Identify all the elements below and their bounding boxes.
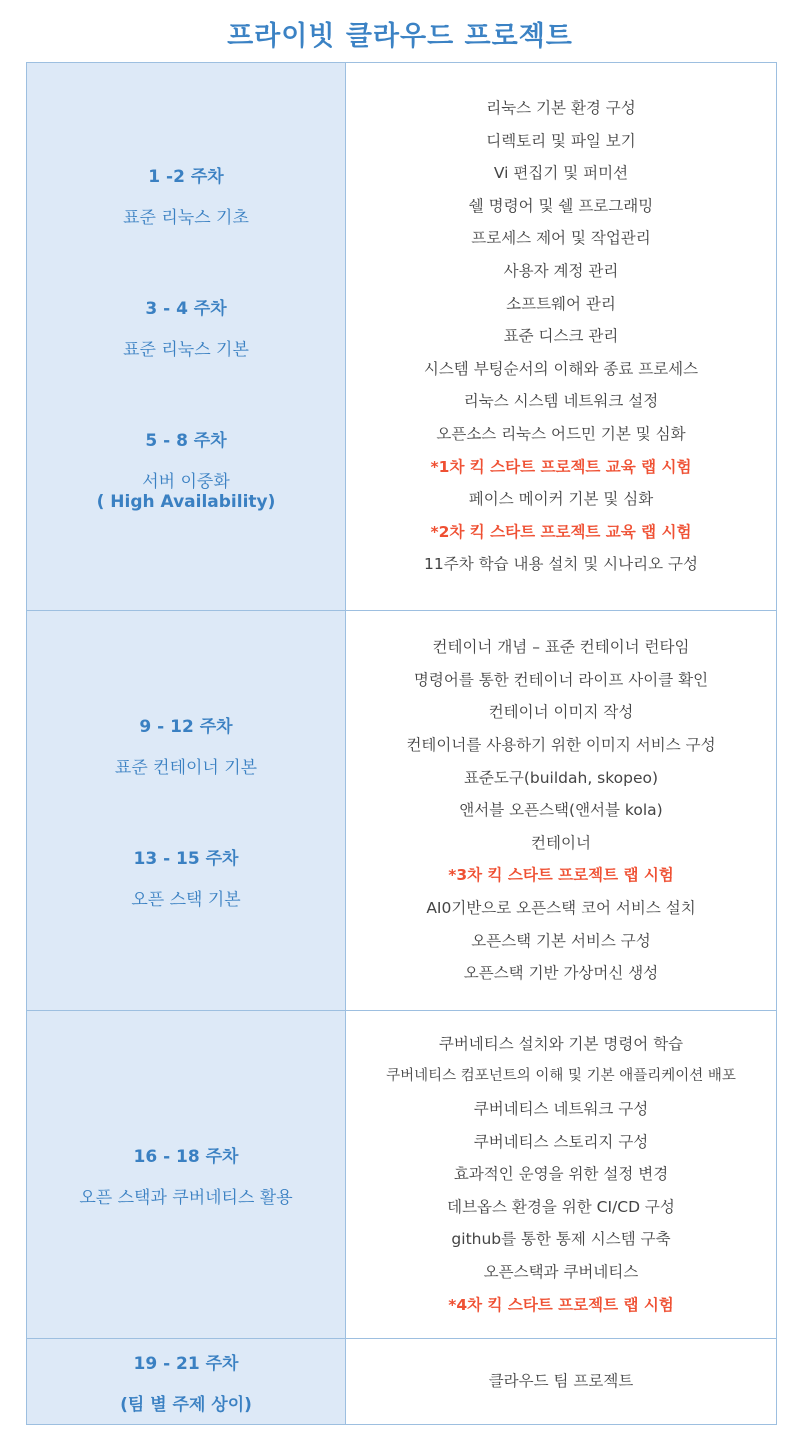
list-item: 데브옵스 환경을 위한 CI/CD 구성 xyxy=(447,1197,675,1216)
course-title: 오픈 스택과 쿠버네티스 활용 xyxy=(79,1187,293,1208)
list-item: 쿠버네티스 설치와 기본 명령어 학습 xyxy=(438,1034,684,1053)
list-item: 소프트웨어 관리 xyxy=(506,294,616,313)
course-title: 표준 컨테이너 기본 xyxy=(114,757,258,778)
list-item: 리눅스 기본 환경 구성 xyxy=(486,99,636,118)
week-label: 5 - 8 주차 xyxy=(145,430,227,451)
list-item: AI0기반으로 오픈스택 코어 서비스 설치 xyxy=(426,898,696,917)
course-title: 서버 이중화 xyxy=(142,471,230,492)
list-item: 쿠버네티스 스토리지 구성 xyxy=(473,1132,649,1151)
course-title: (팀 별 주제 상이) xyxy=(120,1394,252,1415)
course-title: 표준 리눅스 기본 xyxy=(123,339,249,360)
list-item: 명령어를 통한 컨테이너 라이프 사이클 확인 xyxy=(413,670,709,689)
list-item: 컨테이너 xyxy=(531,833,591,852)
list-item: 컨테이너 이미지 작성 xyxy=(488,703,634,722)
week-label: 16 - 18 주차 xyxy=(133,1146,239,1167)
week-label: 9 - 12 주차 xyxy=(139,716,233,737)
weeks-cell xyxy=(27,1011,346,1339)
table-row xyxy=(27,1011,777,1339)
list-item: 사용자 계정 관리 xyxy=(503,262,619,281)
list-item: 오픈소스 리눅스 어드민 기본 및 심화 xyxy=(436,424,686,443)
topics-cell xyxy=(346,1011,777,1339)
list-item: 시스템 부팅순서의 이해와 종료 프로세스 xyxy=(423,359,699,378)
list-item: 쿠버네티스 네트워크 구성 xyxy=(473,1100,649,1119)
week-label: 19 - 21 주차 xyxy=(133,1353,239,1374)
list-item: 오픈스택 기본 서비스 구성 xyxy=(471,931,651,950)
list-item: 표준 디스크 관리 xyxy=(503,327,619,346)
course-title: 표준 리눅스 기초 xyxy=(123,207,249,228)
topics-cell xyxy=(346,611,777,1011)
list-item: 리눅스 시스템 네트워크 설정 xyxy=(463,392,659,411)
topics-cell xyxy=(346,63,777,611)
list-item: 쿠버네티스 컴포넌트의 이해 및 기본 애플리케이션 배포 xyxy=(386,1068,736,1085)
list-item: github를 통한 통제 시스템 구축 xyxy=(451,1230,671,1249)
list-item: 페이스 메이커 기본 및 심화 xyxy=(468,490,654,509)
exam-item: *4차 킥 스타트 프로젝트 랩 시험 xyxy=(448,1295,674,1314)
list-item: 앤서블 오픈스택(앤서블 kola) xyxy=(459,801,663,820)
course-title: 오픈 스택 기본 xyxy=(131,889,241,910)
list-item: Vi 편집기 및 퍼미션 xyxy=(493,164,629,183)
topics-cell xyxy=(346,1339,777,1425)
list-item: 디렉토리 및 파일 보기 xyxy=(486,131,636,150)
table-row xyxy=(27,63,777,611)
weeks-cell xyxy=(27,63,346,611)
page-title: 프라이빗 클라우드 프로젝트 xyxy=(227,21,573,52)
weeks-cell xyxy=(27,611,346,1011)
list-item: 컨테이너 개념 – 표준 컨테이너 런타임 xyxy=(432,638,690,657)
weeks-cell xyxy=(27,1339,346,1425)
table-row xyxy=(27,1339,777,1425)
exam-item: *2차 킥 스타트 프로젝트 교육 랩 시험 xyxy=(430,522,692,541)
list-item: 오픈스택과 쿠버네티스 xyxy=(483,1262,639,1281)
list-item: 표준도구(buildah, skopeo) xyxy=(463,768,659,787)
list-item: 오픈스택 기반 가상머신 생성 xyxy=(463,964,659,983)
list-item: 컨테이너를 사용하기 위한 이미지 서비스 구성 xyxy=(406,736,716,755)
list-item: 쉘 명령어 및 쉘 프로그래밍 xyxy=(468,196,654,215)
week-label: 3 - 4 주차 xyxy=(145,298,227,319)
curriculum-table xyxy=(26,62,777,1425)
list-item: 11주차 학습 내용 설치 및 시나리오 구성 xyxy=(424,555,698,574)
week-label: 13 - 15 주차 xyxy=(133,848,239,869)
course-subtitle: ( High Availability) xyxy=(96,491,276,512)
list-item: 효과적인 운영을 위한 설정 변경 xyxy=(453,1165,669,1184)
exam-item: *1차 킥 스타트 프로젝트 교육 랩 시험 xyxy=(430,457,692,476)
table-row xyxy=(27,611,777,1011)
list-item: 프로세스 제어 및 작업관리 xyxy=(471,229,651,248)
exam-item: *3차 킥 스타트 프로젝트 랩 시험 xyxy=(448,866,674,885)
week-label: 1 -2 주차 xyxy=(148,166,224,187)
list-item: 클라우드 팀 프로젝트 xyxy=(488,1372,634,1391)
